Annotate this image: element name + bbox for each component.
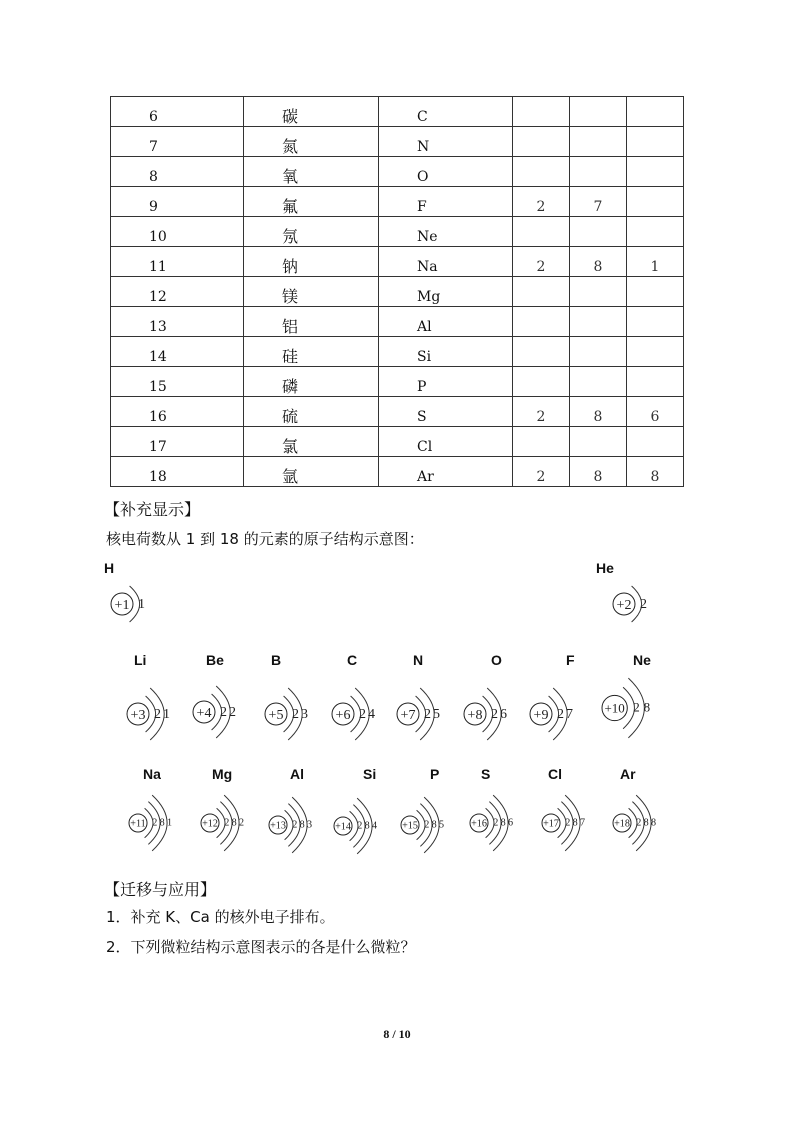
- page-number: 8 / 10: [383, 1027, 411, 1041]
- nuclear-charge-label: +9: [533, 708, 549, 724]
- element-name-cell: 碳: [244, 97, 379, 127]
- element-symbol-cell: N: [379, 127, 513, 157]
- shell-k-cell: [513, 427, 570, 457]
- section-intro-text: 核电荷数从 1 到 18 的元素的原子结构示意图：: [106, 530, 424, 548]
- shell-m-cell: [627, 187, 684, 217]
- nuclear-charge-label: +2: [616, 598, 632, 614]
- shell-electron-count: 8: [159, 817, 165, 829]
- nuclear-charge-label: +6: [335, 708, 351, 724]
- atomic-number-cell: 16: [111, 397, 244, 427]
- element-symbol-label: S: [481, 766, 491, 782]
- element-name-cell: 镁: [244, 277, 379, 307]
- shell-k-cell: 2: [513, 247, 570, 277]
- shell-k-cell: [513, 337, 570, 367]
- atom-diagram: [528, 679, 608, 749]
- shell-electron-count: 8: [643, 817, 649, 829]
- shell-m-cell: 1: [627, 247, 684, 277]
- shell-l-cell: [570, 217, 627, 247]
- shell-l-cell: [570, 97, 627, 127]
- shell-l-cell: [570, 307, 627, 337]
- nuclear-charge-label: +8: [467, 708, 483, 724]
- section-heading-supplement: 【补充显示】: [104, 500, 201, 519]
- atomic-number-cell: 11: [111, 247, 244, 277]
- element-symbol-label: Mg: [212, 766, 233, 782]
- shell-m-cell: [627, 367, 684, 397]
- shell-electron-count: 1: [163, 707, 170, 723]
- atom-diagram: [399, 790, 479, 860]
- shell-electron-count: 4: [368, 707, 375, 723]
- shell-electron-count: 2: [424, 819, 430, 831]
- shell-m-cell: [627, 127, 684, 157]
- shell-k-cell: [513, 307, 570, 337]
- shell-electron-count: 2: [640, 597, 647, 613]
- table-row: [111, 427, 684, 457]
- shell-l-cell: [570, 337, 627, 367]
- shell-k-cell: [513, 97, 570, 127]
- element-symbol-label: Cl: [548, 766, 562, 782]
- element-symbol-cell: Al: [379, 307, 513, 337]
- shell-electron-count: 8: [364, 820, 370, 832]
- element-symbol-label: P: [430, 766, 440, 782]
- table-row: [111, 277, 684, 307]
- element-name-cell: 氟: [244, 187, 379, 217]
- shell-electron-count: 8: [500, 817, 506, 829]
- shell-electron-count: 5: [438, 819, 444, 831]
- shell-electron-count: 2: [424, 707, 431, 723]
- nuclear-charge-label: +10: [604, 700, 626, 716]
- nuclear-charge-label: +13: [270, 820, 286, 832]
- element-symbol-cell: Mg: [379, 277, 513, 307]
- element-symbol-label: Be: [206, 652, 224, 668]
- section-heading-application: 【迁移与应用】: [104, 880, 217, 899]
- table-row: [111, 457, 684, 487]
- shell-m-cell: [627, 277, 684, 307]
- electron-configuration-table: [110, 96, 684, 487]
- shell-electron-count: 2: [636, 817, 642, 829]
- shell-electron-count: 2: [359, 707, 366, 723]
- atomic-number-cell: 14: [111, 337, 244, 367]
- shell-m-cell: [627, 427, 684, 457]
- shell-electron-count: 2: [357, 820, 363, 832]
- table-row: [111, 187, 684, 217]
- element-name-cell: 铝: [244, 307, 379, 337]
- shell-m-cell: [627, 217, 684, 247]
- element-symbol-cell: O: [379, 157, 513, 187]
- shell-electron-count: 6: [500, 707, 507, 723]
- shell-electron-count: 2: [633, 699, 641, 715]
- atom-diagram: [468, 788, 548, 858]
- shell-l-cell: [570, 277, 627, 307]
- nuclear-charge-label: +17: [543, 818, 559, 830]
- shell-electron-count: 8: [643, 699, 651, 715]
- table-row: [111, 127, 684, 157]
- nuclear-charge-label: +14: [335, 821, 351, 833]
- shell-l-cell: 8: [570, 457, 627, 487]
- atomic-number-cell: 18: [111, 457, 244, 487]
- shell-electron-count: 3: [306, 819, 312, 831]
- element-symbol-cell: F: [379, 187, 513, 217]
- element-symbol-cell: Ar: [379, 457, 513, 487]
- nuclear-charge-label: +16: [471, 818, 487, 830]
- shell-l-cell: [570, 157, 627, 187]
- shell-electron-count: 2: [491, 707, 498, 723]
- table-row: [111, 157, 684, 187]
- element-name-cell: 氯: [244, 427, 379, 457]
- shell-k-cell: 2: [513, 457, 570, 487]
- shell-electron-count: 8: [431, 819, 437, 831]
- shell-l-cell: [570, 367, 627, 397]
- table-row: [111, 247, 684, 277]
- element-symbol-cell: P: [379, 367, 513, 397]
- shell-l-cell: 7: [570, 187, 627, 217]
- nuclear-charge-label: +5: [268, 708, 284, 724]
- element-name-cell: 磷: [244, 367, 379, 397]
- table-row: [111, 367, 684, 397]
- shell-electron-count: 2: [152, 817, 158, 829]
- table-row: [111, 217, 684, 247]
- element-symbol-label: N: [413, 652, 424, 668]
- atomic-number-cell: 9: [111, 187, 244, 217]
- table-row: [111, 397, 684, 427]
- nuclear-charge-label: +12: [202, 818, 218, 830]
- shell-electron-count: 8: [650, 817, 656, 829]
- shell-electron-count: 7: [579, 817, 585, 829]
- atom-diagram: [127, 788, 207, 858]
- shell-electron-count: 2: [220, 705, 227, 721]
- shell-k-cell: [513, 367, 570, 397]
- question-2: 2．下列微粒结构示意图表示的各是什么微粒？: [106, 938, 416, 956]
- shell-electron-count: 6: [507, 817, 513, 829]
- shell-m-cell: 8: [627, 457, 684, 487]
- shell-k-cell: [513, 127, 570, 157]
- shell-electron-count: 4: [371, 820, 377, 832]
- element-name-cell: 氮: [244, 127, 379, 157]
- shell-k-cell: 2: [513, 397, 570, 427]
- element-symbol-cell: Na: [379, 247, 513, 277]
- shell-electron-count: 2: [292, 707, 299, 723]
- atom-diagram: [109, 569, 189, 639]
- shell-m-cell: 6: [627, 397, 684, 427]
- shell-l-cell: 8: [570, 247, 627, 277]
- nuclear-charge-label: +7: [400, 708, 416, 724]
- nuclear-charge-label: +1: [114, 598, 130, 614]
- nuclear-charge-label: +11: [130, 818, 146, 830]
- element-symbol-label: Ne: [633, 652, 651, 668]
- atomic-number-cell: 12: [111, 277, 244, 307]
- shell-electron-count: 2: [493, 817, 499, 829]
- element-symbol-label: B: [271, 652, 282, 668]
- shell-l-cell: 8: [570, 397, 627, 427]
- shell-electron-count: 1: [138, 597, 145, 613]
- shell-l-cell: [570, 127, 627, 157]
- element-symbol-label: He: [596, 560, 614, 576]
- element-symbol-label: Ar: [620, 766, 636, 782]
- element-name-cell: 硅: [244, 337, 379, 367]
- element-symbol-cell: C: [379, 97, 513, 127]
- element-name-cell: 氖: [244, 217, 379, 247]
- shell-electron-count: 3: [301, 707, 308, 723]
- shell-m-cell: [627, 307, 684, 337]
- shell-electron-count: 2: [229, 705, 236, 721]
- atom-diagram: [540, 788, 620, 858]
- shell-m-cell: [627, 337, 684, 367]
- element-symbol-label: C: [347, 652, 358, 668]
- atomic-number-cell: 6: [111, 97, 244, 127]
- element-name-cell: 硫: [244, 397, 379, 427]
- atomic-number-cell: 13: [111, 307, 244, 337]
- shell-electron-count: 2: [154, 707, 161, 723]
- nuclear-charge-label: +3: [130, 708, 146, 724]
- atom-diagram: [611, 569, 691, 639]
- atom-diagram: [611, 788, 691, 858]
- element-symbol-cell: Cl: [379, 427, 513, 457]
- shell-m-cell: [627, 157, 684, 187]
- shell-m-cell: [627, 97, 684, 127]
- shell-electron-count: 2: [238, 817, 244, 829]
- shell-electron-count: 2: [224, 817, 230, 829]
- shell-k-cell: [513, 277, 570, 307]
- element-symbol-label: O: [491, 652, 502, 668]
- element-symbol-label: Al: [290, 766, 304, 782]
- shell-k-cell: 2: [513, 187, 570, 217]
- shell-k-cell: [513, 217, 570, 247]
- shell-electron-count: 2: [557, 707, 564, 723]
- shell-electron-count: 8: [231, 817, 237, 829]
- shell-electron-count: 8: [299, 819, 305, 831]
- shell-electron-count: 2: [565, 817, 571, 829]
- shell-electron-count: 2: [292, 819, 298, 831]
- element-symbol-label: F: [566, 652, 575, 668]
- element-symbol-label: Na: [143, 766, 161, 782]
- element-symbol-cell: Ne: [379, 217, 513, 247]
- table-row: [111, 307, 684, 337]
- element-name-cell: 氧: [244, 157, 379, 187]
- element-symbol-label: Si: [363, 766, 377, 782]
- element-name-cell: 钠: [244, 247, 379, 277]
- nuclear-charge-label: +18: [614, 818, 630, 830]
- shell-electron-count: 5: [433, 707, 440, 723]
- element-symbol-label: H: [104, 560, 115, 576]
- atom-diagram: [191, 677, 271, 747]
- element-symbol-label: Li: [134, 652, 147, 668]
- atomic-number-cell: 10: [111, 217, 244, 247]
- shell-l-cell: [570, 427, 627, 457]
- element-name-cell: 氩: [244, 457, 379, 487]
- atomic-number-cell: 15: [111, 367, 244, 397]
- atomic-number-cell: 17: [111, 427, 244, 457]
- atom-diagram: [600, 673, 680, 743]
- table-row: [111, 337, 684, 367]
- table-row: [111, 97, 684, 127]
- shell-electron-count: 8: [572, 817, 578, 829]
- element-symbol-cell: S: [379, 397, 513, 427]
- shell-electron-count: 1: [166, 817, 172, 829]
- shell-k-cell: [513, 157, 570, 187]
- nuclear-charge-label: +15: [402, 820, 418, 832]
- atomic-number-cell: 8: [111, 157, 244, 187]
- element-symbol-cell: Si: [379, 337, 513, 367]
- shell-electron-count: 7: [566, 707, 573, 723]
- atomic-number-cell: 7: [111, 127, 244, 157]
- question-1: 1．补充 K、Ca 的核外电子排布。: [106, 908, 335, 926]
- nuclear-charge-label: +4: [196, 706, 212, 722]
